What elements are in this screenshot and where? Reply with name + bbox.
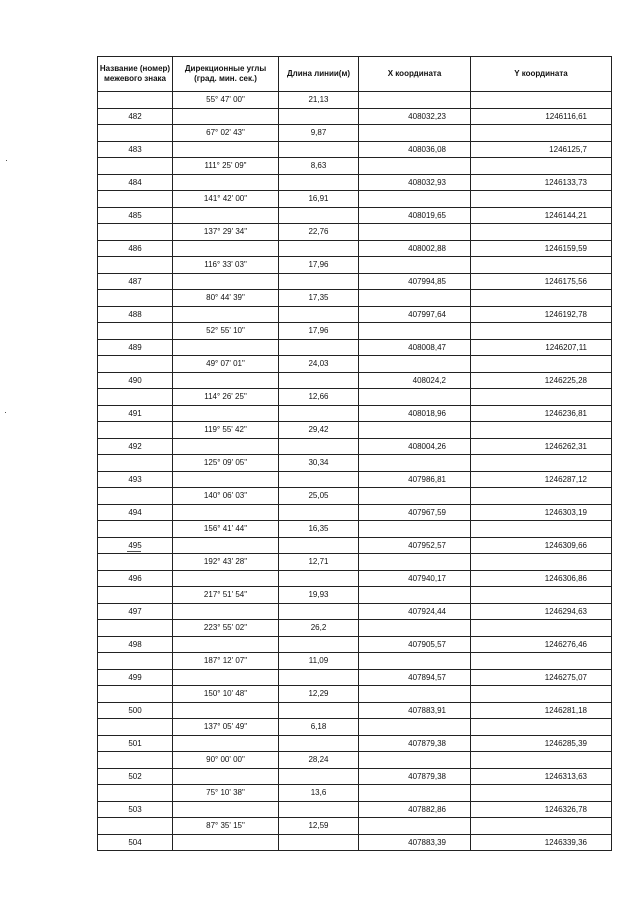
cell-y-coordinate: 1246192,78 (471, 306, 612, 323)
cell-x-coordinate (359, 488, 471, 505)
table-row (98, 438, 612, 455)
cell-line-length: 16,35 (279, 521, 359, 538)
cell-direction-angle (173, 273, 279, 290)
table-row (98, 521, 612, 538)
table-row (98, 356, 612, 373)
cell-line-length: 26,2 (279, 620, 359, 637)
table-row (98, 257, 612, 274)
cell-y-coordinate (471, 290, 612, 307)
cell-direction-angle (173, 438, 279, 455)
cell-line-length (279, 339, 359, 356)
cell-y-coordinate (471, 158, 612, 175)
cell-direction-angle: 137° 29' 34" (173, 224, 279, 241)
cell-point-name (98, 389, 173, 406)
cell-y-coordinate: 1246313,63 (471, 768, 612, 785)
cell-line-length (279, 438, 359, 455)
cell-line-length: 11,09 (279, 653, 359, 670)
cell-point-name: 484 (98, 174, 173, 191)
cell-y-coordinate (471, 686, 612, 703)
cell-x-coordinate (359, 554, 471, 571)
cell-x-coordinate (359, 158, 471, 175)
table-row (98, 620, 612, 637)
cell-line-length (279, 141, 359, 158)
table-row (98, 240, 612, 257)
cell-direction-angle (173, 108, 279, 125)
cell-point-name: 503 (98, 801, 173, 818)
cell-line-length (279, 702, 359, 719)
cell-x-coordinate (359, 455, 471, 472)
cell-y-coordinate: 1246326,78 (471, 801, 612, 818)
cell-y-coordinate: 1246207,11 (471, 339, 612, 356)
cell-direction-angle: 80° 44' 39" (173, 290, 279, 307)
cell-point-name: 502 (98, 768, 173, 785)
cell-direction-angle: 140° 06' 03" (173, 488, 279, 505)
cell-x-coordinate: 408008,47 (359, 339, 471, 356)
cell-direction-angle: 217° 51' 54" (173, 587, 279, 604)
cell-y-coordinate (471, 389, 612, 406)
scan-speck (127, 551, 141, 552)
cell-x-coordinate (359, 653, 471, 670)
cell-x-coordinate: 407883,91 (359, 702, 471, 719)
scan-speck (6, 160, 7, 161)
table-row (98, 554, 612, 571)
cell-line-length (279, 471, 359, 488)
cell-direction-angle (173, 372, 279, 389)
cell-x-coordinate: 407940,17 (359, 570, 471, 587)
cell-point-name (98, 455, 173, 472)
cell-line-length (279, 207, 359, 224)
cell-y-coordinate: 1246339,36 (471, 834, 612, 851)
cell-point-name: 493 (98, 471, 173, 488)
cell-y-coordinate: 1246276,46 (471, 636, 612, 653)
cell-point-name (98, 620, 173, 637)
cell-x-coordinate (359, 785, 471, 802)
cell-y-coordinate: 1246281,18 (471, 702, 612, 719)
cell-point-name: 492 (98, 438, 173, 455)
cell-y-coordinate (471, 191, 612, 208)
cell-y-coordinate (471, 719, 612, 736)
table-row (98, 537, 612, 554)
table-row (98, 273, 612, 290)
cell-y-coordinate (471, 785, 612, 802)
cell-point-name: 483 (98, 141, 173, 158)
cell-line-length (279, 603, 359, 620)
cell-point-name: 496 (98, 570, 173, 587)
cell-direction-angle (173, 669, 279, 686)
table-row (98, 405, 612, 422)
cell-x-coordinate: 407879,38 (359, 768, 471, 785)
cell-direction-angle: 75° 10' 38" (173, 785, 279, 802)
cell-line-length (279, 735, 359, 752)
cell-line-length: 12,29 (279, 686, 359, 703)
cell-x-coordinate: 408019,65 (359, 207, 471, 224)
cell-direction-angle (173, 834, 279, 851)
cell-point-name (98, 521, 173, 538)
cell-direction-angle: 125° 09' 05" (173, 455, 279, 472)
cell-x-coordinate (359, 521, 471, 538)
cell-x-coordinate: 407986,81 (359, 471, 471, 488)
table-row (98, 504, 612, 521)
cell-x-coordinate (359, 191, 471, 208)
header-direction-angle: Дирекционные углы (град. мин. сек.) (173, 57, 279, 92)
table-row (98, 669, 612, 686)
cell-y-coordinate: 1246159,59 (471, 240, 612, 257)
cell-y-coordinate (471, 752, 612, 769)
table-row (98, 653, 612, 670)
cell-point-name: 498 (98, 636, 173, 653)
cell-point-name: 497 (98, 603, 173, 620)
cell-direction-angle: 90° 00' 00" (173, 752, 279, 769)
cell-y-coordinate: 1246133,73 (471, 174, 612, 191)
cell-direction-angle (173, 768, 279, 785)
cell-direction-angle (173, 603, 279, 620)
cell-direction-angle: 67° 02' 43" (173, 125, 279, 142)
cell-x-coordinate: 408032,23 (359, 108, 471, 125)
cell-point-name (98, 323, 173, 340)
cell-point-name (98, 422, 173, 439)
cell-line-length: 17,35 (279, 290, 359, 307)
cell-y-coordinate: 1246175,56 (471, 273, 612, 290)
cell-x-coordinate (359, 818, 471, 835)
cell-point-name (98, 125, 173, 142)
table-row (98, 603, 612, 620)
cell-line-length: 25,05 (279, 488, 359, 505)
cell-x-coordinate: 407967,59 (359, 504, 471, 521)
cell-x-coordinate: 407905,57 (359, 636, 471, 653)
table-row (98, 834, 612, 851)
cell-x-coordinate: 407994,85 (359, 273, 471, 290)
cell-x-coordinate: 407883,39 (359, 834, 471, 851)
cell-y-coordinate (471, 521, 612, 538)
cell-line-length: 13,6 (279, 785, 359, 802)
cell-point-name: 488 (98, 306, 173, 323)
cell-point-name (98, 785, 173, 802)
table-row (98, 587, 612, 604)
cell-x-coordinate: 408004,26 (359, 438, 471, 455)
cell-x-coordinate: 408024,2 (359, 372, 471, 389)
cell-x-coordinate: 407882,86 (359, 801, 471, 818)
cell-direction-angle: 223° 55' 02" (173, 620, 279, 637)
cell-direction-angle: 55° 47' 00" (173, 92, 279, 109)
cell-line-length (279, 240, 359, 257)
cell-point-name (98, 686, 173, 703)
cell-point-name (98, 224, 173, 241)
cell-line-length: 30,34 (279, 455, 359, 472)
table-row (98, 818, 612, 835)
cell-x-coordinate: 408002,88 (359, 240, 471, 257)
cell-y-coordinate: 1246116,61 (471, 108, 612, 125)
coordinates-table (97, 56, 612, 851)
cell-y-coordinate: 1246275,07 (471, 669, 612, 686)
cell-line-length (279, 834, 359, 851)
cell-point-name: 485 (98, 207, 173, 224)
cell-point-name: 487 (98, 273, 173, 290)
cell-y-coordinate (471, 455, 612, 472)
cell-y-coordinate: 1246287,12 (471, 471, 612, 488)
cell-x-coordinate: 407952,57 (359, 537, 471, 554)
cell-line-length: 19,93 (279, 587, 359, 604)
cell-direction-angle: 141° 42' 00" (173, 191, 279, 208)
table-row (98, 636, 612, 653)
table-row (98, 488, 612, 505)
cell-line-length: 12,66 (279, 389, 359, 406)
cell-direction-angle: 49° 07' 01" (173, 356, 279, 373)
cell-y-coordinate (471, 554, 612, 571)
cell-point-name (98, 257, 173, 274)
cell-point-name (98, 752, 173, 769)
table-row (98, 207, 612, 224)
cell-point-name (98, 818, 173, 835)
cell-line-length (279, 636, 359, 653)
table-row (98, 471, 612, 488)
cell-line-length (279, 372, 359, 389)
cell-line-length: 9,87 (279, 125, 359, 142)
header-line-length: Длина линии(м) (279, 57, 359, 92)
cell-y-coordinate (471, 257, 612, 274)
cell-direction-angle (173, 471, 279, 488)
table-row (98, 785, 612, 802)
table-body (98, 92, 612, 851)
table-row (98, 224, 612, 241)
cell-line-length: 28,24 (279, 752, 359, 769)
cell-line-length: 29,42 (279, 422, 359, 439)
cell-direction-angle: 114° 26' 25" (173, 389, 279, 406)
cell-line-length (279, 504, 359, 521)
cell-y-coordinate: 1246294,63 (471, 603, 612, 620)
cell-x-coordinate (359, 686, 471, 703)
cell-point-name: 490 (98, 372, 173, 389)
cell-line-length (279, 801, 359, 818)
cell-point-name (98, 587, 173, 604)
cell-direction-angle: 150° 10' 48" (173, 686, 279, 703)
cell-line-length: 6,18 (279, 719, 359, 736)
table-row (98, 92, 612, 109)
cell-x-coordinate (359, 125, 471, 142)
table-row (98, 174, 612, 191)
cell-x-coordinate (359, 323, 471, 340)
cell-line-length: 12,59 (279, 818, 359, 835)
cell-direction-angle (173, 504, 279, 521)
cell-x-coordinate: 408032,93 (359, 174, 471, 191)
cell-y-coordinate (471, 653, 612, 670)
cell-x-coordinate (359, 92, 471, 109)
cell-y-coordinate: 1246309,66 (471, 537, 612, 554)
cell-direction-angle (173, 174, 279, 191)
cell-x-coordinate: 408036,08 (359, 141, 471, 158)
cell-direction-angle: 187° 12' 07" (173, 653, 279, 670)
cell-line-length (279, 405, 359, 422)
cell-y-coordinate (471, 488, 612, 505)
table-row (98, 686, 612, 703)
cell-direction-angle: 156° 41' 44" (173, 521, 279, 538)
table-row (98, 158, 612, 175)
cell-direction-angle (173, 801, 279, 818)
cell-y-coordinate: 1246225,28 (471, 372, 612, 389)
cell-y-coordinate: 1246262,31 (471, 438, 612, 455)
cell-line-length: 24,03 (279, 356, 359, 373)
cell-y-coordinate (471, 818, 612, 835)
cell-line-length: 8,63 (279, 158, 359, 175)
table-row (98, 339, 612, 356)
scan-speck (5, 412, 6, 413)
cell-direction-angle: 119° 55' 42" (173, 422, 279, 439)
cell-direction-angle: 52° 55' 10" (173, 323, 279, 340)
cell-line-length: 12,71 (279, 554, 359, 571)
cell-line-length: 21,13 (279, 92, 359, 109)
cell-y-coordinate: 1246285,39 (471, 735, 612, 752)
cell-point-name: 504 (98, 834, 173, 851)
table-row (98, 306, 612, 323)
table-row (98, 752, 612, 769)
cell-direction-angle (173, 735, 279, 752)
cell-y-coordinate (471, 92, 612, 109)
cell-y-coordinate (471, 356, 612, 373)
cell-point-name: 494 (98, 504, 173, 521)
cell-line-length (279, 768, 359, 785)
cell-direction-angle (173, 240, 279, 257)
table-row (98, 125, 612, 142)
table-header-row (98, 57, 612, 92)
cell-point-name: 501 (98, 735, 173, 752)
table-row (98, 389, 612, 406)
cell-direction-angle (173, 702, 279, 719)
cell-direction-angle: 116° 33' 03" (173, 257, 279, 274)
cell-x-coordinate: 407924,44 (359, 603, 471, 620)
table-row (98, 801, 612, 818)
header-point-name: Название (номер) межевого знака (98, 57, 173, 92)
cell-x-coordinate (359, 422, 471, 439)
cell-direction-angle: 111° 25' 09" (173, 158, 279, 175)
table-row (98, 422, 612, 439)
table-row (98, 290, 612, 307)
cell-x-coordinate (359, 620, 471, 637)
table-row (98, 455, 612, 472)
cell-y-coordinate (471, 323, 612, 340)
cell-point-name (98, 290, 173, 307)
cell-point-name (98, 356, 173, 373)
header-y-coordinate: Y координата (471, 57, 612, 92)
cell-point-name (98, 488, 173, 505)
cell-direction-angle (173, 339, 279, 356)
cell-line-length (279, 537, 359, 554)
cell-y-coordinate: 1246236,81 (471, 405, 612, 422)
cell-point-name: 500 (98, 702, 173, 719)
table-row (98, 323, 612, 340)
cell-line-length: 22,76 (279, 224, 359, 241)
cell-point-name (98, 92, 173, 109)
cell-y-coordinate: 1246144,21 (471, 207, 612, 224)
cell-point-name: 491 (98, 405, 173, 422)
cell-y-coordinate (471, 125, 612, 142)
cell-point-name: 495 (98, 537, 173, 554)
cell-point-name: 482 (98, 108, 173, 125)
cell-line-length: 17,96 (279, 257, 359, 274)
table-row (98, 702, 612, 719)
cell-line-length (279, 174, 359, 191)
cell-x-coordinate: 408018,96 (359, 405, 471, 422)
cell-point-name: 486 (98, 240, 173, 257)
cell-x-coordinate: 407894,57 (359, 669, 471, 686)
cell-x-coordinate (359, 290, 471, 307)
cell-line-length: 17,96 (279, 323, 359, 340)
cell-point-name (98, 191, 173, 208)
cell-x-coordinate: 407997,64 (359, 306, 471, 323)
cell-line-length (279, 108, 359, 125)
cell-y-coordinate (471, 224, 612, 241)
cell-x-coordinate (359, 356, 471, 373)
cell-point-name: 499 (98, 669, 173, 686)
header-x-coordinate: X координата (359, 57, 471, 92)
table-row (98, 191, 612, 208)
cell-y-coordinate (471, 422, 612, 439)
cell-direction-angle (173, 537, 279, 554)
cell-y-coordinate (471, 620, 612, 637)
cell-point-name (98, 719, 173, 736)
cell-direction-angle (173, 207, 279, 224)
cell-direction-angle (173, 570, 279, 587)
cell-y-coordinate: 1246125,7 (471, 141, 612, 158)
table-row (98, 719, 612, 736)
cell-x-coordinate (359, 587, 471, 604)
cell-direction-angle: 192° 43' 28" (173, 554, 279, 571)
cell-x-coordinate (359, 719, 471, 736)
cell-point-name (98, 653, 173, 670)
cell-x-coordinate (359, 257, 471, 274)
cell-x-coordinate: 407879,38 (359, 735, 471, 752)
cell-direction-angle (173, 141, 279, 158)
cell-direction-angle: 87° 35' 15" (173, 818, 279, 835)
cell-line-length: 16,91 (279, 191, 359, 208)
cell-line-length (279, 669, 359, 686)
cell-direction-angle: 137° 05' 49" (173, 719, 279, 736)
cell-line-length (279, 570, 359, 587)
cell-point-name (98, 158, 173, 175)
cell-y-coordinate: 1246306,86 (471, 570, 612, 587)
cell-line-length (279, 273, 359, 290)
cell-x-coordinate (359, 752, 471, 769)
cell-line-length (279, 306, 359, 323)
cell-direction-angle (173, 405, 279, 422)
table-row (98, 141, 612, 158)
cell-point-name (98, 554, 173, 571)
cell-direction-angle (173, 306, 279, 323)
cell-x-coordinate (359, 389, 471, 406)
table-row (98, 372, 612, 389)
cell-y-coordinate (471, 587, 612, 604)
table-row (98, 570, 612, 587)
cell-x-coordinate (359, 224, 471, 241)
table-row (98, 108, 612, 125)
cell-point-name: 489 (98, 339, 173, 356)
table-row (98, 735, 612, 752)
cell-direction-angle (173, 636, 279, 653)
cell-y-coordinate: 1246303,19 (471, 504, 612, 521)
table-row (98, 768, 612, 785)
